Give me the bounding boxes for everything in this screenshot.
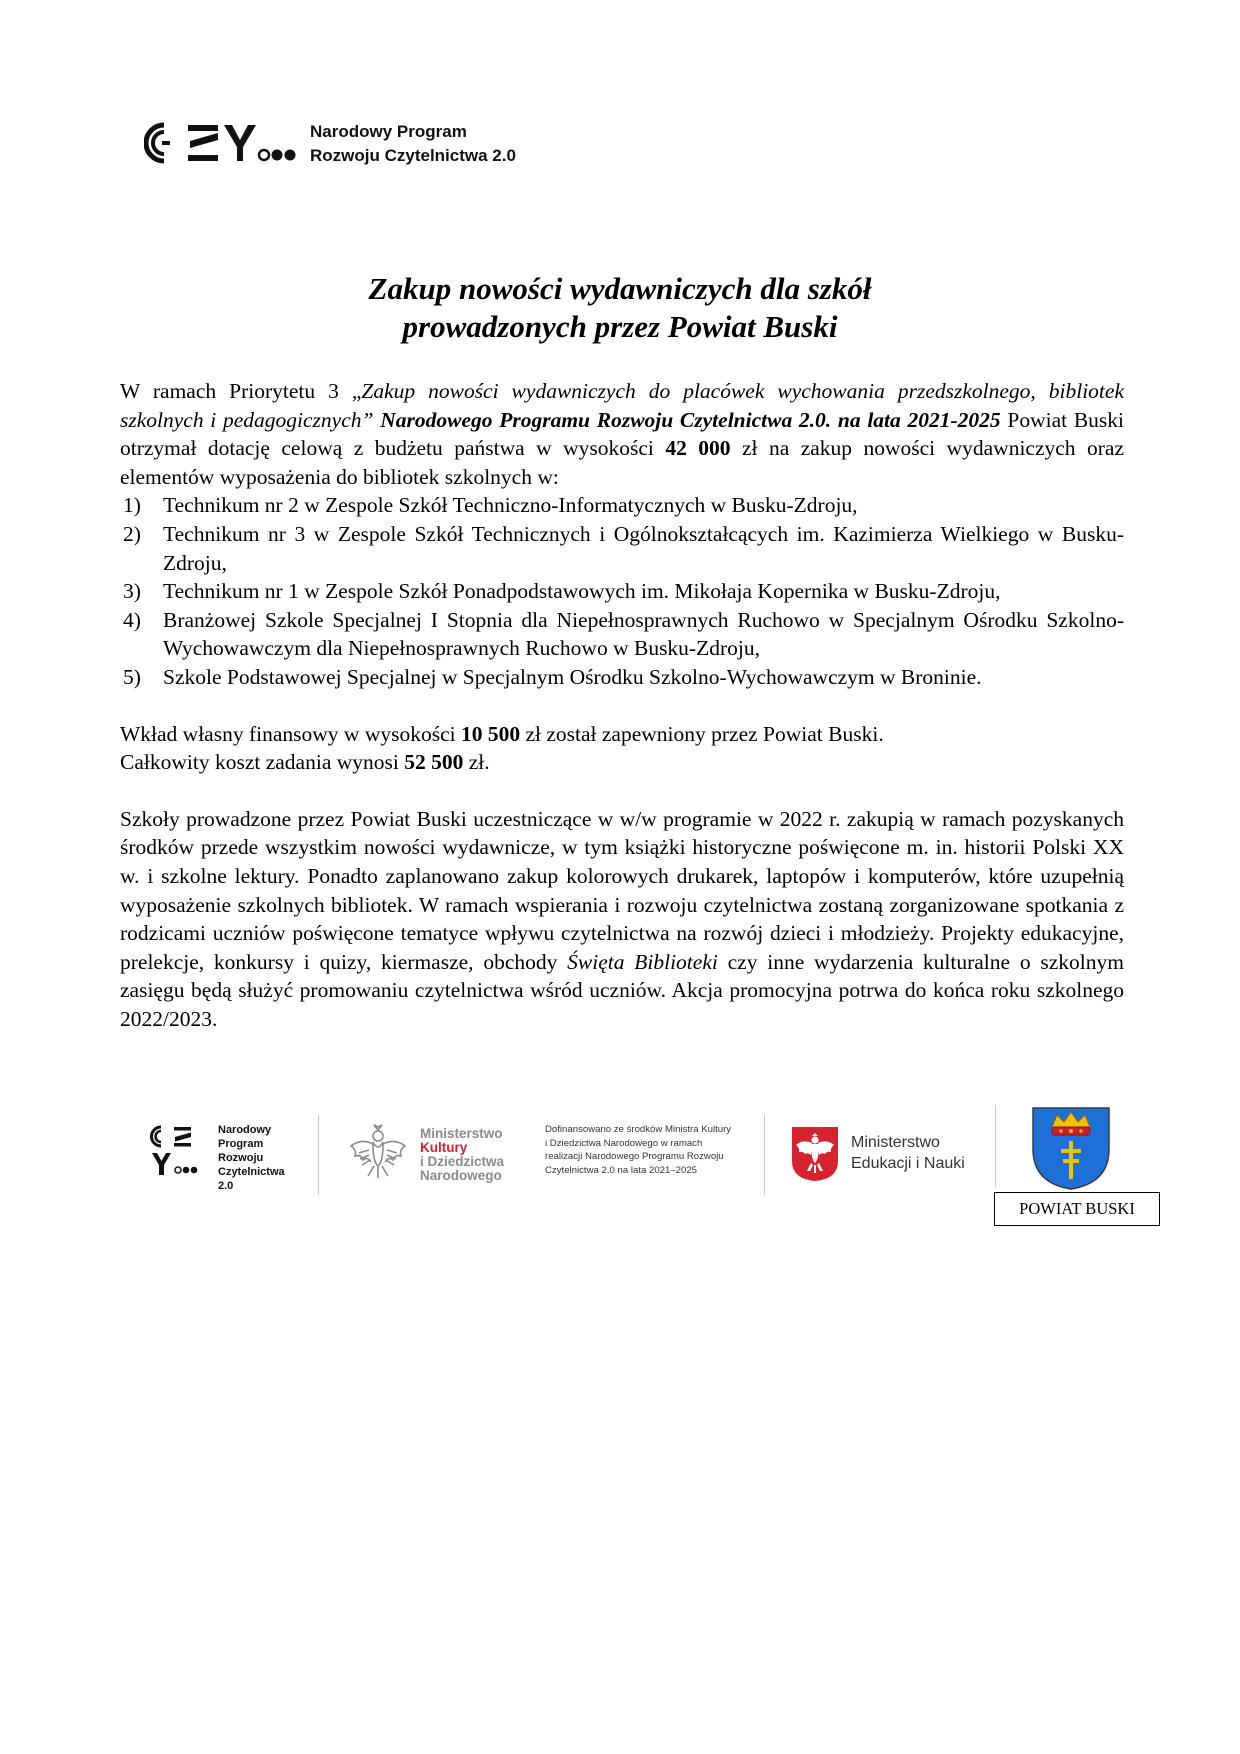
cofinanced-line: realizacji Narodowego Programu Rozwoju xyxy=(545,1151,724,1163)
list-item-text: Technikum nr 3 w Zespole Szkół Technicznych i Ogólnokształcących im. Kazimierza Wielkiego w Busku-Zdroju, xyxy=(163,521,1124,575)
program-name: Narodowego Programu Rozwoju Czytelnictwa 2.0. na lata 2021-2025 xyxy=(380,407,1001,432)
header-logo xyxy=(144,120,516,168)
intro-paragraph xyxy=(120,377,1124,491)
mkidn-logo-text xyxy=(420,1127,504,1183)
men-emblem-icon xyxy=(790,1125,840,1183)
mkidn-line: Kultury xyxy=(420,1140,468,1155)
divider xyxy=(764,1115,765,1195)
page-title xyxy=(120,270,1120,346)
own-text-a: Wkład własny finansowy w wysokości xyxy=(120,721,461,746)
grant-amount: 42 000 xyxy=(665,436,731,461)
list-item-text: Szkole Podstawowej Specjalnej w Specjalnym Ośrodku Szkolno-Wychowawczym w Broninie. xyxy=(163,664,982,689)
powiat-label: POWIAT BUSKI xyxy=(994,1192,1160,1226)
divider xyxy=(995,1105,996,1187)
men-logo-text xyxy=(851,1132,965,1174)
list-item xyxy=(120,491,1124,520)
total-cost xyxy=(120,748,1124,777)
divider xyxy=(318,1115,319,1195)
priority-name: Zakup nowości wydawniczych do placówek wychowania przedszkolnego, bibliotek szkolnych i pedagogicznych” xyxy=(120,379,1124,432)
list-number: 2) xyxy=(123,521,141,546)
cofinanced-line: i Dziedzictwa Narodowego w ramach xyxy=(545,1137,703,1149)
mkidn-line: Ministerstwo xyxy=(420,1126,503,1141)
total-text-b: zł. xyxy=(463,750,490,775)
header-logo-line1: Narodowy Program xyxy=(310,122,467,141)
title-line1: Zakup nowości wydawniczych dla szkół xyxy=(368,271,872,306)
czy-small-logo-icon xyxy=(150,1125,206,1181)
total-text-a: Całkowity koszt zadania wynosi xyxy=(120,750,405,775)
list-number: 3) xyxy=(123,579,141,604)
npr-line: Program xyxy=(218,1138,264,1150)
mkidn-line: Narodowego xyxy=(420,1168,502,1183)
description-text-b: czy inne wydarzenia kulturalne o szkolnym zasięgu będą służyć promowaniu czytelnictwa wśród uczniów. Akcja promocyjna potrwa do końca roku szkolnego 2022/2023. xyxy=(120,949,1124,1031)
intro-text-3: zł na zakup nowości wydawniczych oraz elementów wyposażenia do bibliotek szkolnych w: xyxy=(120,436,1124,489)
men-line: Edukacji i Nauki xyxy=(851,1155,965,1172)
powiat-coat-of-arms-icon xyxy=(1030,1105,1112,1191)
npr-line: 2.0 xyxy=(218,1180,234,1192)
list-item xyxy=(120,606,1124,663)
list-number: 1) xyxy=(123,493,141,518)
list-item xyxy=(120,520,1124,577)
list-item-text: Technikum nr 2 w Zespole Szkół Techniczno-Informatycznych w Busku-Zdroju, xyxy=(163,493,858,518)
eagle-emblem-gray-icon xyxy=(347,1122,409,1186)
school-list xyxy=(120,491,1124,691)
list-item xyxy=(120,577,1124,606)
document-body xyxy=(120,377,1124,1033)
npr-logo-text xyxy=(218,1123,285,1193)
header-logo-line2: Rozwoju Czytelnictwa 2.0 xyxy=(310,146,516,165)
npr-line: Rozwoju xyxy=(218,1152,264,1164)
intro-text-2: Powiat Buski otrzymał dotację celową z budżetu państwa w wysokości xyxy=(120,407,1125,461)
total-amount: 52 500 xyxy=(404,750,464,775)
intro-text-1: W ramach Priorytetu 3 „ xyxy=(120,379,362,403)
own-contribution xyxy=(120,720,1124,749)
list-number: 5) xyxy=(123,664,141,689)
header-logo-text xyxy=(310,120,516,168)
list-item xyxy=(120,663,1124,692)
library-day: Święta Biblioteki xyxy=(567,949,718,974)
title-line2: prowadzonych przez Powiat Buski xyxy=(402,309,838,344)
cofinanced-line: Czytelnictwa 2.0 na lata 2021–2025 xyxy=(545,1164,698,1176)
czy-logo-icon xyxy=(144,121,296,167)
list-item-text: Technikum nr 1 w Zespole Szkół Ponadpodstawowych im. Mikołaja Kopernika w Busku-Zdroju, xyxy=(163,579,1001,604)
own-text-b: zł został zapewniony przez Powiat Buski. xyxy=(520,721,884,746)
cofinanced-line: Dofinansowano ze środków Ministra Kultury xyxy=(545,1124,732,1135)
own-amount: 10 500 xyxy=(460,721,521,746)
npr-line: Czytelnictwa xyxy=(218,1166,285,1178)
description-paragraph xyxy=(120,805,1124,1034)
cofinanced-note xyxy=(545,1123,745,1177)
mkidn-line: i Dziedzictwa xyxy=(420,1154,505,1169)
list-item-text: Branżowej Szkole Specjalnej I Stopnia dla Niepełnosprawnych Ruchowo w Specjalnym Ośrodku Szkolno-Wychowawczym dla Niepełnosprawnych Ruchowo w Busku-Zdroju, xyxy=(163,607,1124,661)
npr-line: Narodowy xyxy=(218,1124,272,1136)
list-number: 4) xyxy=(123,607,141,632)
description-text-a: Szkoły prowadzone przez Powiat Buski uczestniczące w w/w programie w 2022 r. zakupią w ramach pozyskanych środków przede wszystkim nowości wydawnicze, w tym książki historyczne poświęcone m. in. historii Polski XX w. i szkolne lektury. Ponadto zaplanowano zakup kolorowych drukarek, laptopów i komputerów, które uzupełnią wyposażenie szkolnych bibliotek. W ramach wspierania i rozwoju czytelnictwa zostaną zorganizowane spotkania z rodzicami uczniów poświęcone tematyce wpływu czytelnictwa na rozwój dzieci i młodzieży. Projekty edukacyjne, prelekcje, konkursy i quizy, kiermasze, obchody xyxy=(120,806,1124,974)
men-line: Ministerstwo xyxy=(851,1134,940,1151)
footer-logos xyxy=(0,1105,1240,1255)
